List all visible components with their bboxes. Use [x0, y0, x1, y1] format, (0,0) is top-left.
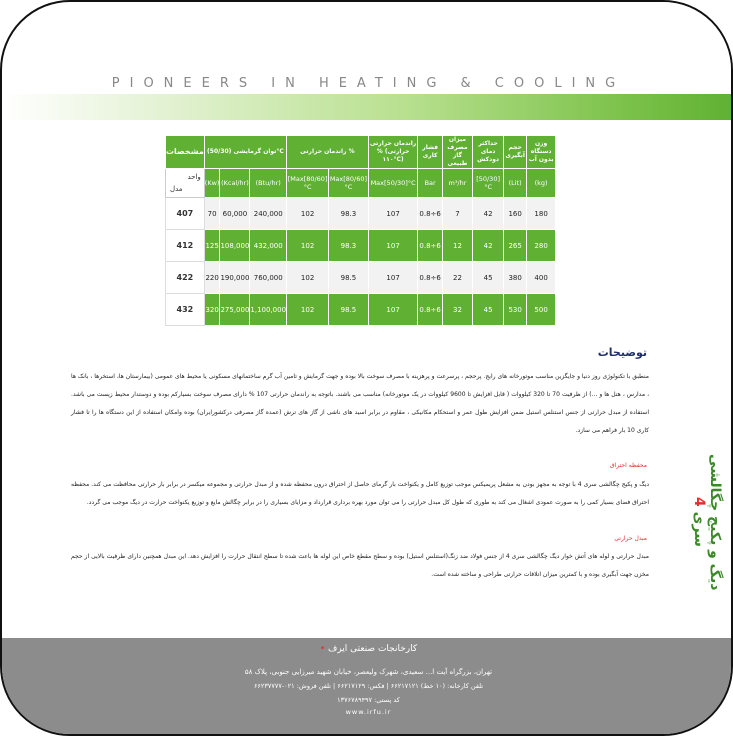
- table-header-row: [166, 136, 556, 169]
- table-cell: 190,000: [220, 262, 250, 294]
- table-row: [166, 230, 556, 262]
- combustion-chamber-heading: محفظه احتراق: [610, 462, 647, 469]
- table-cell: 400: [527, 262, 556, 294]
- model-label: مدل: [170, 185, 183, 193]
- table-cell: 160: [504, 198, 527, 230]
- footer: [2, 638, 733, 736]
- table-cell: 107: [368, 230, 418, 262]
- table-cell: 45: [473, 294, 504, 326]
- side-title-number: 4: [691, 497, 707, 507]
- unit-cell: Max[80/60]°C: [329, 169, 369, 198]
- header-cell: راندمان حرارتی %: [287, 136, 369, 169]
- table-cell: 42: [473, 198, 504, 230]
- header-cell: وزن دستگاه بدون آب: [527, 136, 556, 169]
- table-cell: 7: [442, 198, 472, 230]
- unit-label: واحد: [187, 173, 201, 181]
- table-cell: 275,000: [220, 294, 250, 326]
- heat-exchanger-heading: مبدل حرارتی: [614, 535, 647, 542]
- table-cell: 12: [442, 230, 472, 262]
- description-paragraph-3: مبدل حرارتی و لوله های آتش خوار دیگ چگالشی سری 4 از جنس فولاد ضد زنگ(استنلس استیل) بوده و سطح مقطع خاص این لوله ها باعث شده تا سطح انتقال حرارت را افزایش دهد. این مبدل همچنین دارای ظرفیت بالایی از حجم مخزن جهت آبگیری بوده و با کمترین میزان اتلافات حرارتی طراحی و ساخته شده است.: [71, 553, 649, 578]
- model-cell: 422: [166, 262, 205, 294]
- address: تهران، بزرگراه آیت ا... سعیدی، شهرک ولیعصر، خیابان شهید میرزایی جنوبی، پلاک ۵۸: [244, 668, 493, 676]
- table-row: [166, 198, 556, 230]
- unit-model-corner: [166, 169, 205, 198]
- table-cell: 22: [442, 262, 472, 294]
- header-cell: راندمان حرارتی % (حرارتی ۱۱۰°C): [368, 136, 418, 169]
- unit-cell: (kg): [527, 169, 556, 198]
- header-cell: میزان مصرف گاز طبیعی: [442, 136, 472, 169]
- table-cell: 320: [204, 294, 220, 326]
- table-cell: 500: [527, 294, 556, 326]
- table-cell: 0.8÷6: [418, 230, 442, 262]
- description-title: توضیحات: [597, 346, 647, 359]
- table-units-row: [166, 169, 556, 198]
- table-cell: 70: [204, 198, 220, 230]
- table-cell: 265: [504, 230, 527, 262]
- table-cell: 220: [204, 262, 220, 294]
- model-cell: 407: [166, 198, 205, 230]
- table-cell: 432,000: [250, 230, 287, 262]
- table-cell: 530: [504, 294, 527, 326]
- postal-code: کد پستی: ۱۳۷۶۷۸۹۴۹۷: [337, 696, 400, 704]
- table-cell: 107: [368, 262, 418, 294]
- table-cell: 98.3: [329, 198, 369, 230]
- table-cell: 125: [204, 230, 220, 262]
- spec-table: [165, 135, 556, 326]
- header-cell: حداکثر دمای دودکش: [473, 136, 504, 169]
- unit-cell: (Lit): [504, 169, 527, 198]
- description-paragraph-1: منطبق با تکنولوژی روز دنیا و جایگزین مناسب موتورخانه های رایج. پرحجم ، پرسرعت و پرهزینه با مصرف سوخت بالا بوده و جهت گرمایش و تامین آب گرم ساختمانهای مسکونی یا محیط های عمومی (بیمارستان ها، استخرها ، بانک ها ، مدارس ، هتل ها و ...) از ظرفیت 70 تا 320 کیلووات ( قابل افزایش تا 9600 کیلووات در یک موتورخانه) مناسب می باشند. باتوجه به راندمان حرارتی 107 % دارای مصرف سوخت بسیارکم بوده و دوستدار محیط زیست می باشد. استفاده از مبدل حرارتی از جنس استنلس استیل ضمن افزایش طول عمر و استحکام مکانیکی ، مقاوم در برابر اسید های ناشی از گاز های ترش (عمده گاز مصرفی درکشورایران) بوده وامکان استفاده از این دستگاه ها را تا فشار کاری 10 بار فراهم می سازد.: [71, 373, 650, 434]
- header-cell: مشخصات: [166, 136, 205, 169]
- green-band: [2, 94, 733, 120]
- unit-cell: (Kw): [204, 169, 220, 198]
- unit-cell: [Max[80/60]°C: [287, 169, 329, 198]
- unit-cell: [50/30]°C: [473, 169, 504, 198]
- table-cell: 102: [287, 294, 329, 326]
- dot-icon: •: [319, 644, 328, 654]
- table-cell: 45: [473, 262, 504, 294]
- table-cell: 60,000: [220, 198, 250, 230]
- company-name: [2, 644, 733, 654]
- table-cell: 380: [504, 262, 527, 294]
- unit-cell: m³/hr: [442, 169, 472, 198]
- table-cell: 98.5: [329, 294, 369, 326]
- unit-cell: Bar: [418, 169, 442, 198]
- table-cell: 760,000: [250, 262, 287, 294]
- model-cell: 432: [166, 294, 205, 326]
- header-cell: فشار کاری: [418, 136, 442, 169]
- description-paragraph-2: دیگ و پکیج چگالشی سری 4 با توجه به مجهز بودن به مشعل پریمیکس موجب توزیع کامل و یکنواخت بار گرمای حاصل از احتراق درون محفظه شده و از مبدل حرارتی و مجموعه میکسر در برابر بار حرارتی محافظت می کند. محفظه احتراق فضای بسیار کمی را به صورت عمودی اشغال می کند به طوری که طول کل مبدل حرارتی را می توان مورد بهره برداری قرارداد و مزایای بسیاری را در برابر چگالش مایع و توزیع یکنواخت حرارت در دیگ موجب می گردد.: [71, 481, 649, 506]
- tagline: PIONEERS IN HEATING & COOLING: [111, 76, 626, 91]
- table-cell: 180: [527, 198, 556, 230]
- model-cell: 412: [166, 230, 205, 262]
- unit-cell: Max[50/30]°C: [368, 169, 418, 198]
- header-cell: توان گرمایشی (50/30)°C: [204, 136, 286, 169]
- square-corner: [663, 0, 733, 70]
- table-cell: 240,000: [250, 198, 287, 230]
- table-cell: 280: [527, 230, 556, 262]
- table-row: [166, 262, 556, 294]
- website-link[interactable]: www.irfu.ir: [345, 708, 392, 716]
- table-cell: 102: [287, 262, 329, 294]
- table-cell: 98.3: [329, 230, 369, 262]
- side-title-text: دیگ و پکیج چگالشی سری: [691, 453, 723, 591]
- unit-cell: (Kcal/hr): [220, 169, 250, 198]
- table-cell: 0.8÷6: [418, 198, 442, 230]
- company-name-text: کارخانجات صنعتی ایرف: [328, 644, 418, 654]
- header-cell: حجم آبگیری: [504, 136, 527, 169]
- phones: تلفن کارخانه: (۱۰ خط) ۶۶۲۱۷۱۲۱ | فکس: ۶۶۲۱۷۱۲۹ | تلفن فروش: ۰۲۱-۶۶۲۳۷۷۷۷: [253, 682, 484, 690]
- table-cell: 108,000: [220, 230, 250, 262]
- table-cell: 107: [368, 294, 418, 326]
- table-cell: 102: [287, 198, 329, 230]
- unit-cell: (Btu/hr): [250, 169, 287, 198]
- table-cell: 1,100,000: [250, 294, 287, 326]
- table-cell: 32: [442, 294, 472, 326]
- table-cell: 42: [473, 230, 504, 262]
- table-cell: 102: [287, 230, 329, 262]
- side-title: [691, 442, 723, 602]
- table-cell: 98.5: [329, 262, 369, 294]
- table-cell: 0.8÷6: [418, 294, 442, 326]
- table-cell: 107: [368, 198, 418, 230]
- table-row: [166, 294, 556, 326]
- table-cell: 0.8÷6: [418, 262, 442, 294]
